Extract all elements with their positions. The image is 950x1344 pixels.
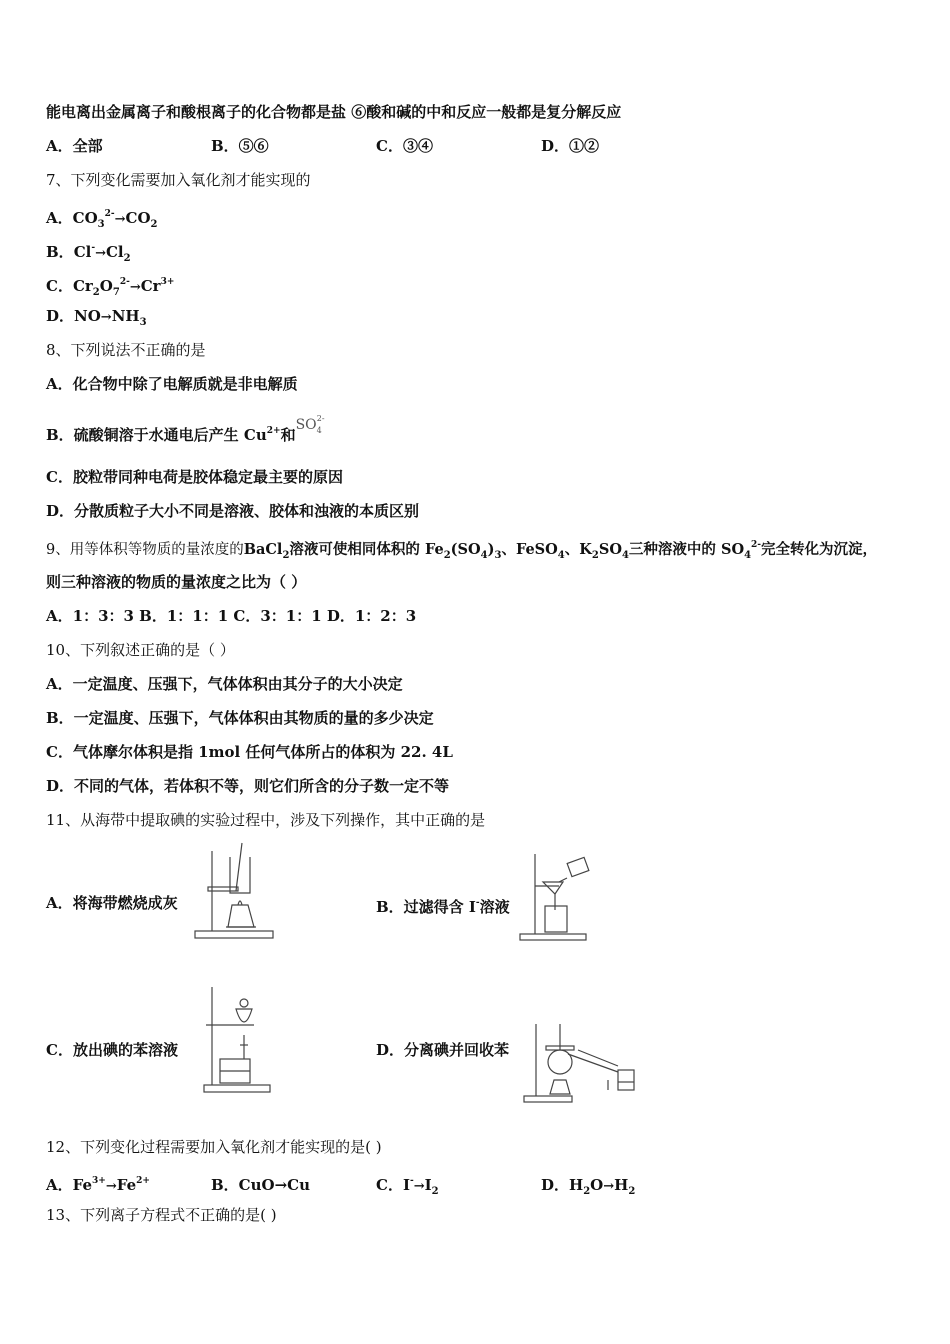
- q11-option-d[interactable]: D．分离碘并回收苯: [376, 1041, 510, 1059]
- q12-option-d[interactable]: D．$H_2O\to H_2$: [541, 1176, 636, 1197]
- distillation-apparatus-icon: [522, 1020, 638, 1106]
- q13-stem: 13、下列离子方程式不正确的是( ): [46, 1206, 277, 1224]
- q12-stem: 12、下列变化过程需要加入氧化剂才能实现的是( ): [46, 1138, 382, 1156]
- q10-option-a[interactable]: A．一定温度、压强下，气体体积由其分子的大小决定: [46, 675, 403, 693]
- q12-option-c[interactable]: C．$I^-\to I_2$: [376, 1176, 439, 1197]
- sulfate-formula: $SO_4^{2-}$: [295, 414, 325, 435]
- q9-stem: 9、用等体积等物质的量浓度的BaCl$_2$溶液可使相同体积的 $Fe_2(SO_4)_3$、FeSO$_4$、$K_2SO_4$三种溶液中的 $SO_4^{2-}$完全转化为沉淀，: [46, 540, 878, 561]
- q6-option-c[interactable]: C．③④: [376, 137, 433, 155]
- q11-option-a[interactable]: A．将海带燃烧成灰: [46, 894, 178, 912]
- q8-option-d[interactable]: D．分散质粒子大小不同是溶液、胶体和浊液的本质区别: [46, 502, 420, 520]
- q6-option-a[interactable]: A．全部: [46, 137, 103, 155]
- q8-stem: 8、下列说法不正确的是: [46, 341, 206, 359]
- q10-option-d[interactable]: D．不同的气体，若体积不等，则它们所含的分子数一定不等: [46, 777, 450, 795]
- q12-option-a[interactable]: A．$Fe^{3+}\to Fe^{2+}$: [46, 1176, 150, 1194]
- q6-options: [46, 136, 706, 156]
- q12-options: [46, 1171, 706, 1202]
- q10-option-b[interactable]: B．一定温度、压强下，气体体积由其物质的量的多少决定: [46, 709, 434, 727]
- q10-option-c[interactable]: C．气体摩尔体积是指 1mol 任何气体所占的体积为 22. 4L: [46, 743, 453, 761]
- separatory-funnel-apparatus-icon: [196, 985, 276, 1097]
- q6-option-b[interactable]: B．⑤⑥: [211, 137, 269, 155]
- filtration-apparatus-icon: [515, 850, 595, 942]
- ashing-apparatus-icon: [190, 843, 280, 941]
- q9-options[interactable]: A．1：3：3 B．1：1：1 C．3：1：1 D．1：2：3: [46, 607, 417, 625]
- q11-option-c[interactable]: C．放出碘的苯溶液: [46, 1041, 178, 1059]
- q7-option-d[interactable]: D．$NO\to NH_3$: [46, 307, 147, 328]
- q6-option-d[interactable]: D．①②: [541, 137, 600, 155]
- q7-option-b[interactable]: B．$Cl^-\to Cl_2$: [46, 243, 131, 264]
- q12-option-b[interactable]: B．CuO→Cu: [211, 1176, 311, 1194]
- q10-stem: 10、下列叙述正确的是（ ）: [46, 641, 235, 659]
- q9-stem-line2: 则三种溶液的物质的量浓度之比为（ ）: [46, 573, 307, 591]
- q8-option-a[interactable]: A．化合物中除了电解质就是非电解质: [46, 375, 298, 393]
- q7-option-c[interactable]: C．$Cr_2O_7^{2-}\to Cr^{3+}$: [46, 277, 175, 298]
- intro-line: 能电离出金属离子和酸根离子的化合物都是盐 ⑥酸和碱的中和反应一般都是复分解反应: [46, 103, 622, 121]
- q7-option-a[interactable]: A．$CO_3^{2-}\to CO_2$: [46, 209, 158, 230]
- q8-option-c[interactable]: C．胶粒带同种电荷是胶体稳定最主要的原因: [46, 468, 343, 486]
- q7-stem: 7、下列变化需要加入氧化剂才能实现的: [46, 171, 311, 189]
- q11-option-b[interactable]: B．过滤得含 I-溶液: [376, 898, 510, 916]
- q11-stem: 11、从海带中提取碘的实验过程中，涉及下列操作，其中正确的是: [46, 811, 486, 829]
- q8-option-b[interactable]: B．硫酸铜溶于水通电后产生 $Cu^{2+}$和$SO_4^{2-}$: [46, 420, 325, 452]
